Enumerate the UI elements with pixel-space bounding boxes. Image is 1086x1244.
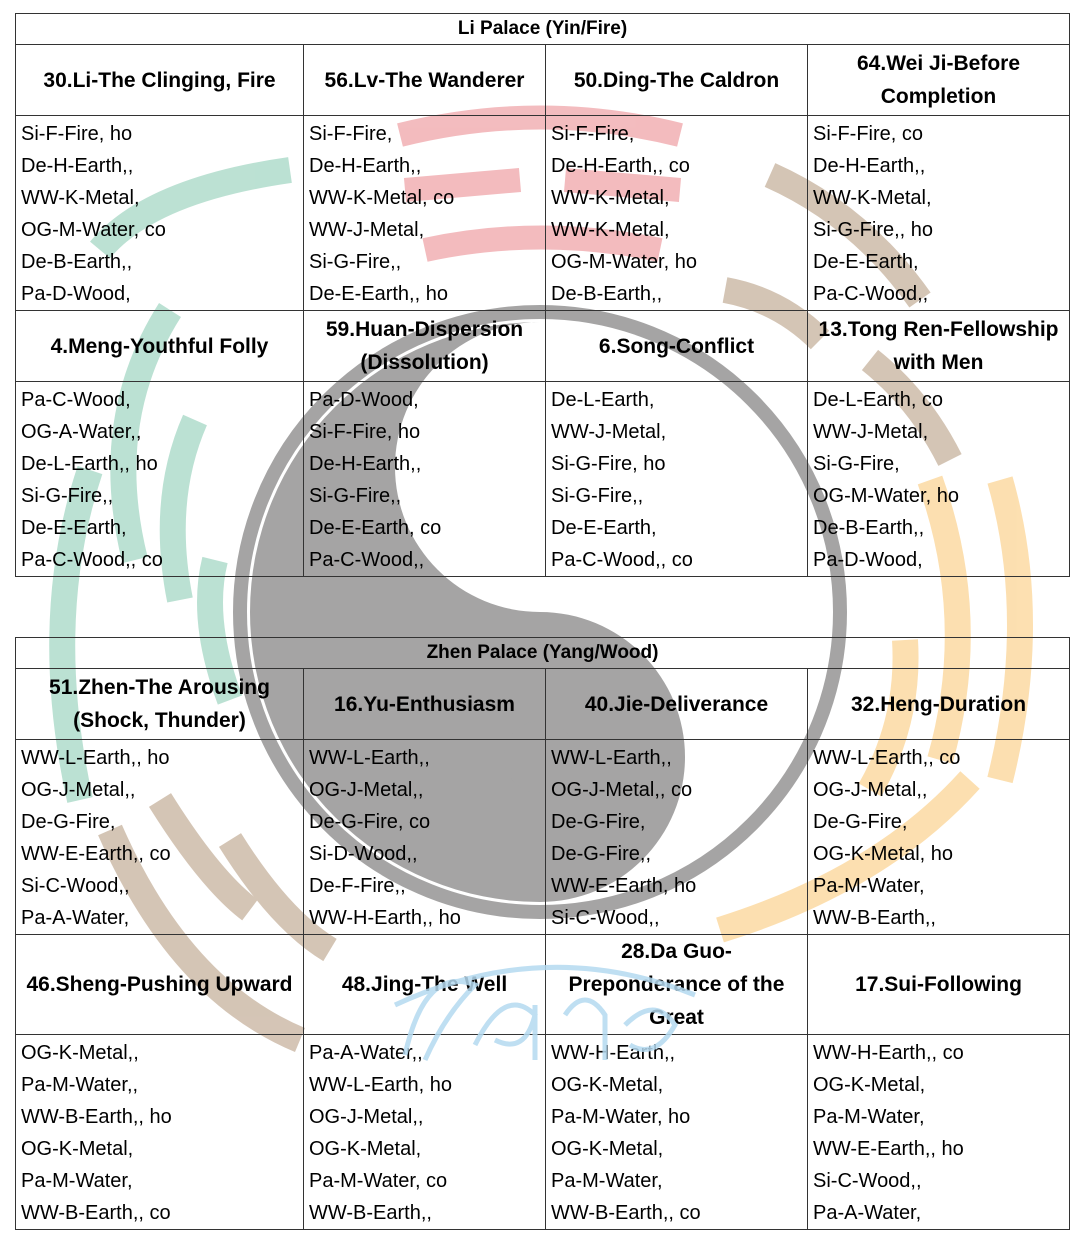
hexagram-line: De-B-Earth,, — [21, 251, 133, 273]
hexagram-line: WW-L-Earth,, — [309, 747, 430, 769]
hexagram-number: 64. — [857, 52, 887, 75]
hexagram-line: WW-J-Metal, — [551, 421, 667, 443]
hexagram-line: Pa-M-Water, — [21, 1170, 133, 1192]
hexagram-line: De-F-Fire,, — [309, 875, 406, 897]
hexagram-name: Wei Ji-Before Completion — [880, 52, 1021, 108]
hexagram-line: WW-H-Earth,, co — [813, 1042, 964, 1064]
hexagram-line: WW-B-Earth,, co — [21, 1202, 171, 1224]
hexagram-name: Zhen-The Arousing (Shock, Thunder) — [73, 676, 270, 732]
hexagram-line: Si-F-Fire, co — [813, 123, 923, 145]
hexagram-number: 50. — [573, 68, 604, 92]
palace-table — [15, 637, 1070, 1230]
hexagram-line: De-H-Earth,, — [309, 453, 422, 475]
hexagram-line: OG-M-Water, ho — [813, 485, 959, 507]
hexagram-line: Pa-C-Wood,, co — [21, 549, 163, 571]
hexagram-name: Sheng-Pushing Upward — [55, 973, 293, 996]
hexagram-line: De-G-Fire, — [813, 811, 908, 833]
hexagram-name: Song-Conflict — [616, 334, 755, 358]
hexagram-number: 40. — [584, 692, 615, 716]
hexagram-name: Ding-The Caldron — [603, 68, 780, 92]
hexagram-lines — [304, 740, 546, 935]
hexagram-line: De-B-Earth,, — [551, 283, 663, 305]
hexagram-line: Si-G-Fire,, — [309, 485, 402, 507]
hexagram-line: Si-D-Wood,, — [309, 843, 418, 865]
hexagram-lines — [16, 740, 304, 935]
hexagram-lines — [808, 1035, 1070, 1230]
hexagram-name: Tong Ren-Fellowship with Men — [847, 318, 1059, 374]
hexagram-line: WW-K-Metal, — [813, 187, 932, 209]
hexagram-name: Meng-Youthful Folly — [68, 334, 269, 358]
hexagram-line: WW-K-Metal, — [21, 187, 140, 209]
hexagram-line: OG-K-Metal, — [21, 1138, 134, 1160]
hexagram-number: 4. — [50, 334, 69, 358]
hexagram-number: 16. — [334, 692, 364, 716]
hexagram-line: Si-G-Fire,, — [21, 485, 114, 507]
hexagram-line: De-L-Earth, — [551, 389, 655, 411]
hexagram-line: Pa-A-Water,, — [309, 1042, 423, 1064]
hexagram-line: De-H-Earth,, — [21, 155, 134, 177]
hexagram-lines — [304, 116, 546, 311]
hexagram-line: OG-J-Metal,, — [309, 1106, 424, 1128]
hexagram-line: Si-G-Fire, — [813, 453, 900, 475]
hexagram-line: OG-M-Water, ho — [551, 251, 697, 273]
hexagram-header — [16, 45, 304, 116]
hexagram-number: 48. — [341, 973, 372, 996]
hexagram-line: De-B-Earth,, — [813, 517, 925, 539]
palace-section — [15, 637, 1069, 1230]
hexagram-line: Pa-C-Wood,, — [813, 283, 929, 305]
hexagram-lines — [808, 382, 1070, 577]
hexagram-header — [546, 45, 808, 116]
hexagram-line: Si-C-Wood,, — [813, 1170, 922, 1192]
hexagram-number: 51. — [49, 676, 79, 699]
hexagram-line: Si-C-Wood,, — [551, 907, 660, 929]
hexagram-header — [304, 45, 546, 116]
hexagram-line: Si-F-Fire, — [309, 123, 393, 145]
hexagram-line: Pa-D-Wood, — [813, 549, 923, 571]
hexagram-line: Si-F-Fire, ho — [21, 123, 133, 145]
hexagram-line: Pa-C-Wood, — [21, 389, 131, 411]
hexagram-header — [808, 311, 1070, 382]
hexagram-line: Si-G-Fire,, ho — [813, 219, 934, 241]
hexagram-line: Pa-M-Water, — [813, 1106, 925, 1128]
hexagram-lines — [16, 1035, 304, 1230]
hexagram-line: OG-A-Water,, — [21, 421, 142, 443]
hexagram-line: WW-L-Earth,, ho — [21, 747, 170, 769]
hexagram-header — [808, 669, 1070, 740]
hexagram-line: Si-G-Fire,, — [309, 251, 402, 273]
hexagram-lines — [808, 740, 1070, 935]
hexagram-header — [16, 669, 304, 740]
hexagram-number: 30. — [43, 68, 73, 92]
hexagram-name: Huan-Dispersion (Dissolution) — [355, 318, 524, 374]
icure-watermark-logo — [385, 945, 715, 1080]
hexagram-line: WW-E-Earth,, ho — [813, 1138, 964, 1160]
hexagram-line: WW-B-Earth,, ho — [21, 1106, 172, 1128]
hexagram-name: Jing-The Well — [371, 973, 508, 996]
hexagram-line: De-E-Earth, — [21, 517, 127, 539]
hexagram-line: WW-H-Earth,, — [551, 1042, 676, 1064]
hexagram-name: Jie-Deliverance — [614, 692, 769, 716]
hexagram-line: WW-L-Earth,, co — [813, 747, 961, 769]
hexagram-line: OG-K-Metal, — [551, 1138, 664, 1160]
hexagram-line: De-E-Earth,, ho — [309, 283, 448, 305]
hexagram-line: De-L-Earth,, ho — [21, 453, 158, 475]
hexagram-line: WW-E-Earth,, co — [21, 843, 171, 865]
hexagram-line: Pa-A-Water, — [813, 1202, 922, 1224]
hexagram-line: Pa-M-Water, co — [309, 1170, 448, 1192]
hexagram-name: Lv-The Wanderer — [353, 68, 525, 92]
hexagram-header — [546, 669, 808, 740]
hexagram-number: 59. — [325, 318, 356, 341]
hexagram-line: Si-F-Fire, — [551, 123, 635, 145]
hexagram-line: WW-B-Earth,, — [813, 907, 936, 929]
hexagram-line: OG-K-Metal,, — [21, 1042, 139, 1064]
hexagram-line: WW-L-Earth,, — [551, 747, 672, 769]
hexagram-line: WW-B-Earth,, — [309, 1202, 432, 1224]
hexagram-line: OG-K-Metal, — [309, 1138, 422, 1160]
hexagram-header — [16, 935, 304, 1035]
hexagram-line: De-H-Earth,, — [813, 155, 926, 177]
hexagram-line: Si-G-Fire,, — [551, 485, 644, 507]
hexagram-line: Si-C-Wood,, — [21, 875, 130, 897]
hexagram-line: WW-L-Earth, ho — [309, 1074, 452, 1096]
hexagram-header — [808, 45, 1070, 116]
hexagram-line: WW-K-Metal, — [551, 219, 670, 241]
hexagram-line: Pa-C-Wood,, — [309, 549, 425, 571]
hexagram-lines — [16, 382, 304, 577]
hexagram-line: OG-J-Metal,, — [813, 779, 928, 801]
hexagram-line: OG-M-Water, co — [21, 219, 166, 241]
hexagram-lines — [546, 382, 808, 577]
hexagram-header — [304, 311, 546, 382]
hexagram-line: Si-G-Fire, ho — [551, 453, 666, 475]
hexagram-line: OG-K-Metal, — [813, 1074, 926, 1096]
hexagram-number: 28. — [621, 940, 651, 963]
hexagram-lines — [546, 116, 808, 311]
hexagram-header — [808, 935, 1070, 1035]
hexagram-lines — [304, 382, 546, 577]
palace-section — [15, 13, 1069, 577]
hexagram-line: De-E-Earth, co — [309, 517, 442, 539]
hexagram-lines — [16, 116, 304, 311]
hexagram-line: De-G-Fire, — [551, 811, 646, 833]
palace-table — [15, 13, 1070, 577]
hexagram-lines — [546, 740, 808, 935]
hexagram-number: 56. — [324, 68, 354, 92]
hexagram-line: De-H-Earth,, — [309, 155, 422, 177]
hexagram-line: Si-F-Fire, ho — [309, 421, 421, 443]
hexagram-line: OG-J-Metal,, — [309, 779, 424, 801]
hexagram-name: Yu-Enthusiasm — [363, 692, 515, 716]
hexagram-line: De-H-Earth,, co — [551, 155, 690, 177]
watermark-logo-graphic — [385, 945, 715, 1075]
hexagram-name: Da Guo-Preponderance of the Great — [568, 940, 785, 1029]
hexagram-line: Pa-M-Water, — [813, 875, 925, 897]
hexagram-line: OG-K-Metal, ho — [813, 843, 954, 865]
hexagram-line: OG-J-Metal,, co — [551, 779, 693, 801]
hexagram-line: Pa-D-Wood, — [21, 283, 131, 305]
hexagram-number: 32. — [851, 692, 881, 716]
palace-title: Li Palace (Yin/Fire) — [16, 14, 1070, 45]
hexagram-line: De-G-Fire, — [21, 811, 116, 833]
hexagram-line: Pa-M-Water, ho — [551, 1106, 691, 1128]
hexagram-line: WW-B-Earth,, co — [551, 1202, 701, 1224]
hexagram-line: WW-J-Metal, — [813, 421, 929, 443]
hexagram-line: WW-E-Earth, ho — [551, 875, 697, 897]
hexagram-line: Pa-A-Water, — [21, 907, 130, 929]
palace-title: Zhen Palace (Yang/Wood) — [16, 638, 1070, 669]
hexagram-line: OG-J-Metal,, — [21, 779, 136, 801]
hexagram-header — [304, 669, 546, 740]
hexagram-name: Heng-Duration — [880, 692, 1027, 716]
hexagram-number: 6. — [598, 334, 617, 358]
hexagram-line: De-E-Earth, — [551, 517, 657, 539]
hexagram-line: De-G-Fire,, — [551, 843, 651, 865]
hexagram-line: Pa-D-Wood, — [309, 389, 419, 411]
hexagram-line: De-G-Fire, co — [309, 811, 431, 833]
hexagram-name: Li-The Clinging, Fire — [72, 68, 276, 92]
hexagram-line: OG-K-Metal, — [551, 1074, 664, 1096]
hexagram-header — [546, 311, 808, 382]
hexagram-line: WW-H-Earth,, ho — [309, 907, 461, 929]
hexagram-line: De-L-Earth, co — [813, 389, 944, 411]
hexagram-number: 46. — [26, 973, 56, 996]
hexagram-line: Pa-C-Wood,, co — [551, 549, 693, 571]
hexagram-line: Pa-M-Water,, — [21, 1074, 139, 1096]
hexagram-line: WW-J-Metal, — [309, 219, 425, 241]
hexagram-line: Pa-M-Water, — [551, 1170, 663, 1192]
hexagram-number: 13. — [818, 318, 848, 341]
hexagram-header — [16, 311, 304, 382]
hexagram-line: WW-K-Metal, co — [309, 187, 455, 209]
hexagram-lines — [808, 116, 1070, 311]
hexagram-number: 17. — [855, 973, 885, 996]
hexagram-name: Sui-Following — [884, 973, 1022, 996]
hexagram-line: WW-K-Metal, — [551, 187, 670, 209]
hexagram-line: De-E-Earth, — [813, 251, 919, 273]
